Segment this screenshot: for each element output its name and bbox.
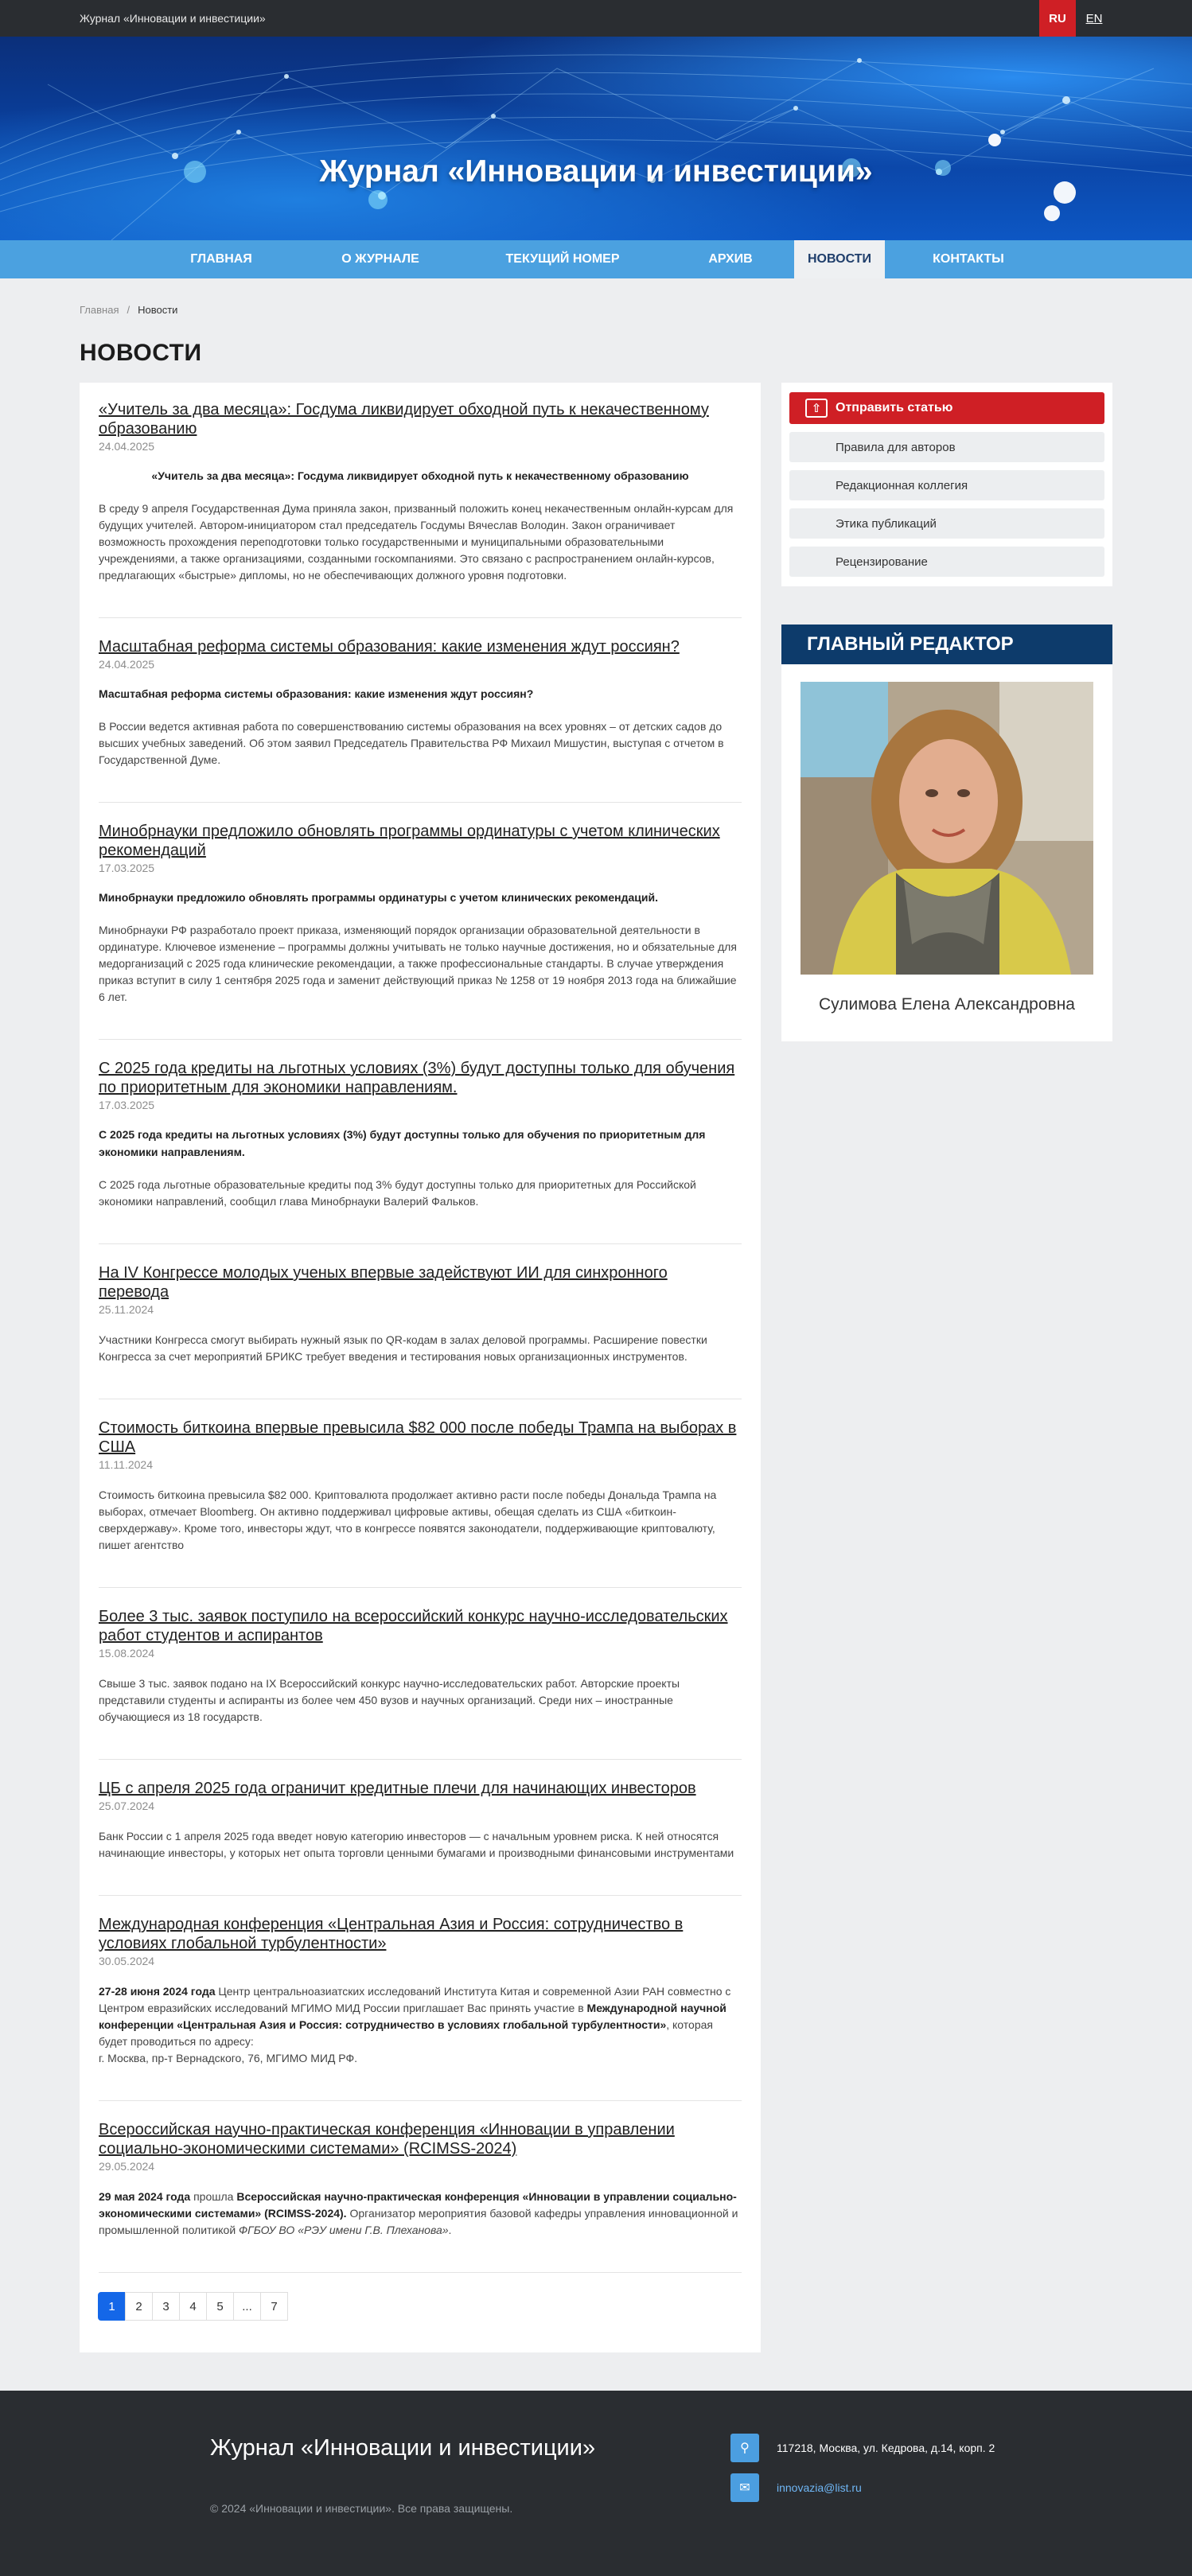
- footer-address: [730, 2434, 995, 2462]
- news-item: [99, 400, 742, 618]
- lang-ru-button[interactable]: RU: [1039, 0, 1076, 37]
- news-date: 15.08.2024: [99, 1647, 155, 1660]
- footer-bottom-strip: [0, 2562, 1192, 2576]
- breadcrumb-home-link[interactable]: Главная: [80, 304, 119, 316]
- nav-item-news[interactable]: НОВОСТИ: [794, 240, 885, 278]
- news-title-link[interactable]: «Учитель за два месяца»: Госдума ликвидирует обходной путь к некачественному образованию: [99, 401, 709, 438]
- submit-article-button[interactable]: [789, 392, 1104, 424]
- news-title-link[interactable]: Более 3 тыс. заявок поступило на всероссийский конкурс научно-исследовательских работ студентов и аспирантов: [99, 1608, 728, 1644]
- news-date: 24.04.2025: [99, 658, 155, 671]
- news-date: 11.11.2024: [99, 1458, 153, 1471]
- news-date: 24.04.2025: [99, 440, 155, 453]
- page-button-7[interactable]: 7: [260, 2292, 288, 2321]
- language-switcher: [1039, 0, 1112, 37]
- news-title-link[interactable]: Международная конференция «Центральная Азия и Россия: сотрудничество в условиях глобальной турбулентности»: [99, 1916, 684, 1952]
- news-text-bold: 29 мая 2024 года: [99, 2190, 191, 2203]
- footer-address-text: 117218, Москва, ул. Кедрова, д.14, корп. 2: [777, 2442, 995, 2454]
- news-text: Стоимость биткоина превысила $82 000. Криптовалюта продолжает активно расти после победы Дональда Трампа на выборах, отмечает Bloomberg. Он активно поддерживал цифровые активы, обещая сделать из США «биткоин-сверхдержаву». Кроме того, инвесторы ждут, что в конгрессе появятся законодатели, поддерживающие криптовалюту, пишет агентство: [99, 1488, 717, 1551]
- page-title: НОВОСТИ: [80, 340, 202, 366]
- news-text: [99, 1983, 742, 2067]
- envelope-icon: ✉: [730, 2473, 759, 2502]
- news-text-bold: Международной научной конференции «Центральная Азия и Россия: сотрудничество в условиях глобальной турбулентности»: [99, 2002, 726, 2031]
- news-item: [99, 637, 742, 803]
- news-text: В среду 9 апреля Государственная Дума приняла закон, призванный положить конец некачественным онлайн-курсам для будущих учителей. Автором-инициатором стал председатель Госдумы Вячеслав Володин. Закон ограничивает возможность прохождения переподготовки только государственными и муниципальными образовательными учреждениями, а также организациями, созданными госкомпаниями. Это связано с распространением онлайн-курсов, предлагающих «быстрые» дипломы, но не обеспечивающих должного уровня подготовки.: [99, 502, 734, 582]
- sidebar-link-editorial-board[interactable]: Редакционная коллегия: [789, 470, 1104, 500]
- news-item: [99, 1263, 742, 1399]
- nav-item-about[interactable]: О ЖУРНАЛЕ: [341, 252, 419, 266]
- chief-editor-card: [781, 625, 1112, 1041]
- page-button-4[interactable]: 4: [179, 2292, 207, 2321]
- news-date: 17.03.2025: [99, 1099, 155, 1111]
- upload-icon: ⇧: [805, 399, 828, 418]
- news-text: В России ведется активная работа по совершенствованию системы образования на всех уровнях – от детских садов до высших учебных заведений. Об этом заявил Председатель Правительства РФ Михаил Мишустин, выступая с отчетом в Государственной Думе.: [99, 720, 724, 766]
- news-title-link[interactable]: ЦБ с апреля 2025 года ограничит кредитные плечи для начинающих инвесторов: [99, 1780, 696, 1797]
- news-date: 17.03.2025: [99, 862, 155, 874]
- footer-title: Журнал «Инновации и инвестиции»: [210, 2435, 596, 2461]
- news-text-part: Организатор мероприятия базовой кафедры управления инновационной и промышленной политикой: [99, 2207, 738, 2236]
- news-item: [99, 1059, 742, 1244]
- news-text: Минобрнауки РФ разработало проект приказа, изменяющий порядок организации образовательной деятельности в ординатуре. Ключевое изменение – программы должны учитывать не только научные достижения, но и обязательные для медорганизаций с 2025 года клинические рекомендации, а также профессиональные стандарты. В случае утверждения приказ вступит в силу 1 сентября 2025 года и заменит действующий приказ № 1258 от 19 ноября 2013 года на ближайшие 6 лет.: [99, 924, 737, 1003]
- news-date: 25.07.2024: [99, 1800, 155, 1812]
- news-title-link[interactable]: Минобрнауки предложило обновлять программы ординатуры с учетом клинических рекомендаций: [99, 823, 720, 859]
- news-title-link[interactable]: Стоимость биткоина впервые превысила $82 000 после победы Трампа на выборах в США: [99, 1419, 737, 1456]
- pagination: [99, 2292, 742, 2321]
- sidebar: [781, 383, 1112, 2352]
- news-lead: С 2025 года кредиты на льготных условиях (3%) будут доступны только для обучения по приоритетным для экономики направлениям.: [99, 1128, 706, 1158]
- nav-item-archive[interactable]: АРХИВ: [708, 252, 753, 266]
- news-item: [99, 1607, 742, 1760]
- breadcrumb: [80, 278, 1112, 316]
- chief-editor-photo: [801, 682, 1093, 975]
- news-text-bold: 27-28 июня 2024 года: [99, 1985, 216, 1998]
- footer: [0, 2391, 1192, 2562]
- news-text-bold: Всероссийская научно-практическая конференция «Инновации в управлении социально-экономическими системами» (RCIMSS-2024).: [99, 2190, 737, 2220]
- portrait-illustration: [801, 682, 1093, 975]
- news-text-address: г. Москва, пр-т Вернадского, 76, МГИМО МИД РФ.: [99, 2052, 358, 2064]
- hero-title: Журнал «Инновации и инвестиции»: [319, 154, 873, 189]
- news-lead: Масштабная реформа системы образования: какие изменения ждут россиян?: [99, 687, 534, 700]
- news-text: Участники Конгресса смогут выбирать нужный язык по QR-кодам в залах деловой программы. Расширение повестки Конгресса за счет мероприятий БРИКС требует введения и тестирования новых организационных инструментов.: [99, 1333, 707, 1363]
- footer-email-link[interactable]: innovazia@list.ru: [777, 2481, 862, 2494]
- sidebar-link-reviewing[interactable]: Рецензирование: [789, 547, 1104, 577]
- nav-item-home[interactable]: ГЛАВНАЯ: [190, 252, 252, 266]
- news-title-link[interactable]: Всероссийская научно-практическая конференция «Инновации в управлении социально-экономическими системами» (RCIMSS-2024): [99, 2121, 675, 2158]
- news-text: С 2025 года льготные образовательные кредиты под 3% будут доступны только для приоритетных для Российской экономики направлений, сообщил глава Минобрнауки Валерий Фальков.: [99, 1178, 696, 1208]
- nav-item-contacts[interactable]: КОНТАКТЫ: [933, 252, 1004, 266]
- page-button-1[interactable]: 1: [98, 2292, 126, 2321]
- news-item: [99, 1915, 742, 2101]
- page-button-3[interactable]: 3: [152, 2292, 180, 2321]
- top-site-name: Журнал «Инновации и инвестиции»: [80, 12, 266, 25]
- news-text: Свыше 3 тыс. заявок подано на IX Всероссийский конкурс научно-исследовательских работ. Авторские проекты представили студенты и аспиранты из более чем 450 вузов и научных организаций. Среди них – иностранные обучающиеся из 18 государств.: [99, 1677, 680, 1723]
- page-container: [80, 278, 1112, 2352]
- location-pin-icon: ⚲: [730, 2434, 759, 2462]
- footer-copyright: © 2024 «Инновации и инвестиции». Все права защищены.: [210, 2502, 513, 2515]
- news-lead: «Учитель за два месяца»: Госдума ликвидирует обходной путь к некачественному образованию: [151, 469, 689, 482]
- submit-article-label: Отправить статью: [836, 401, 953, 414]
- news-item: [99, 822, 742, 1040]
- news-item: [99, 1779, 742, 1896]
- news-text-part: , которая будет проводиться по адресу:: [99, 2018, 713, 2048]
- sidebar-link-publication-ethics[interactable]: Этика публикаций: [789, 508, 1104, 539]
- main-nav: [0, 240, 1192, 278]
- page-button-5[interactable]: 5: [206, 2292, 234, 2321]
- sidebar-link-author-rules[interactable]: Правила для авторов: [789, 432, 1104, 462]
- news-item: [99, 2120, 742, 2273]
- news-text-part: Центр центральноазиатских исследований Института Китая и современной Азии РАН совместно с Центром евразийских исследований МГИМО МИД России приглашает Вас принять участие в: [99, 1985, 731, 2014]
- breadcrumb-separator: /: [127, 304, 130, 316]
- news-date: 30.05.2024: [99, 1955, 155, 1967]
- news-date: 25.11.2024: [99, 1303, 154, 1316]
- news-list: [80, 383, 761, 2352]
- news-item: [99, 1418, 742, 1588]
- top-bar: [0, 0, 1192, 37]
- nav-item-current-issue[interactable]: ТЕКУЩИЙ НОМЕР: [505, 252, 620, 266]
- news-text-italic: ФГБОУ ВО «РЭУ имени Г.В. Плеханова»: [239, 2224, 449, 2236]
- breadcrumb-current: Новости: [138, 304, 178, 316]
- news-text: [99, 2189, 742, 2239]
- news-date: 29.05.2024: [99, 2160, 155, 2173]
- lang-en-button[interactable]: EN: [1085, 11, 1103, 25]
- sidebar-menu: [781, 383, 1112, 586]
- footer-email: [730, 2473, 862, 2502]
- news-title-link[interactable]: На IV Конгрессе молодых ученых впервые задействуют ИИ для синхронного перевода: [99, 1264, 668, 1301]
- news-lead: Минобрнауки предложило обновлять программы ординатуры с учетом клинических рекомендаций.: [99, 891, 659, 904]
- news-text: Банк России с 1 апреля 2025 года введет новую категорию инвесторов — с начальным уровнем риска. К ней относятся начинающие инвесторы, у которых нет опыта торговли ценными бумагами и производными финансовыми инструментами: [99, 1830, 734, 1859]
- page-button-2[interactable]: 2: [125, 2292, 153, 2321]
- chief-editor-name: Сулимова Елена Александровна: [819, 995, 1075, 1014]
- news-text-part: прошла: [190, 2190, 237, 2203]
- news-title-link[interactable]: С 2025 года кредиты на льготных условиях (3%) будут доступны только для обучения по приоритетным для экономики направлениям.: [99, 1060, 735, 1096]
- content-layout: [80, 383, 1112, 2352]
- chief-editor-heading: ГЛАВНЫЙ РЕДАКТОР: [781, 625, 1112, 664]
- network-background-graphic: [0, 37, 1192, 240]
- page-ellipsis: ...: [233, 2292, 261, 2321]
- news-title-link[interactable]: Масштабная реформа системы образования: какие изменения ждут россиян?: [99, 638, 680, 656]
- hero-banner: [0, 37, 1192, 240]
- news-text-part: .: [448, 2224, 452, 2236]
